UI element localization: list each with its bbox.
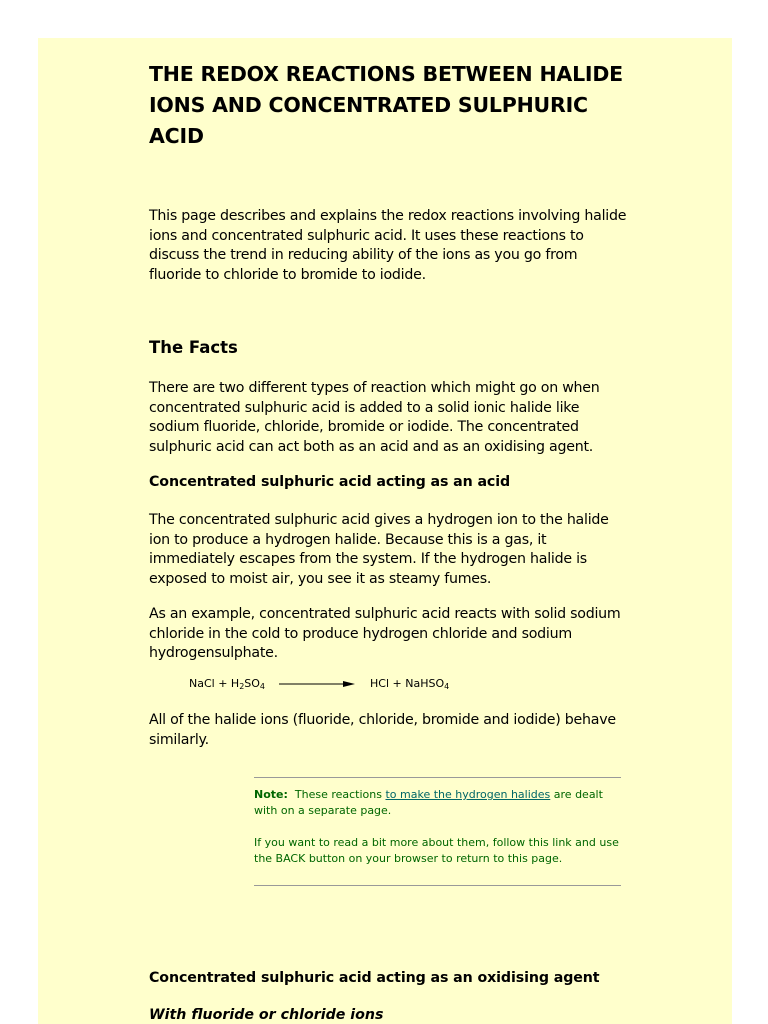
page: [38, 38, 732, 1024]
facts-heading: The Facts: [149, 338, 238, 357]
acid-section-heading: Concentrated sulphuric acid acting as an acid: [149, 474, 511, 490]
oxidising-section-heading: Concentrated sulphuric acid acting as an oxidising agent: [149, 970, 600, 986]
equation-lhs: NaCl + $H_2SO_4$: [189, 677, 266, 691]
fluoride-chloride-subheading: With fluoride or chloride ions: [149, 1007, 384, 1023]
chemical-equation: [189, 676, 449, 695]
note-paragraph-2: If you want to read a bit more about them, follow this link and use the BACK button on your browser to return to this page.: [254, 836, 619, 865]
acid-paragraph-2: As an example, concentrated sulphuric acid reacts with solid sodium chloride in the cold to produce hydrogen chloride and sodium hydrogensulphate.: [149, 606, 621, 662]
page-title: THE REDOX REACTIONS BETWEEN HALIDE IONS AND CONCENTRATED SULPHURIC ACID: [149, 62, 623, 148]
hydrogen-halides-link[interactable]: to make the hydrogen halides: [385, 788, 551, 801]
note-paragraph-1: Note: These reactions to make the hydrogen halides are dealt with on a separate page.: [254, 788, 603, 817]
facts-paragraph: There are two different types of reaction which might go on when concentrated sulphuric acid is added to a solid ionic halide like sodium fluoride, chloride, bromide or iodide. The concentrated sulphuric acid can act both as an acid and as an oxidising agent.: [149, 380, 600, 455]
note-label: Note:: [254, 788, 288, 801]
reaction-arrow-icon: [279, 680, 355, 688]
note-box: [254, 777, 621, 886]
acid-paragraph-3: All of the halide ions (fluoride, chloride, bromide and iodide) behave similarly.: [149, 712, 616, 748]
equation-rhs: HCl + NaHSO$_4$: [370, 677, 450, 691]
acid-paragraph-1: The concentrated sulphuric acid gives a hydrogen ion to the halide ion to produce a hydrogen halide. Because this is a gas, it immediately escapes from the system. If the hydrogen halide is exposed to moist air, you see it as steamy fumes.: [149, 512, 609, 587]
intro-paragraph: This page describes and explains the redox reactions involving halide ions and concentrated sulphuric acid. It uses these reactions to discuss the trend in reducing ability of the ions as you go from fluoride to chloride to bromide to iodide.: [149, 208, 627, 283]
